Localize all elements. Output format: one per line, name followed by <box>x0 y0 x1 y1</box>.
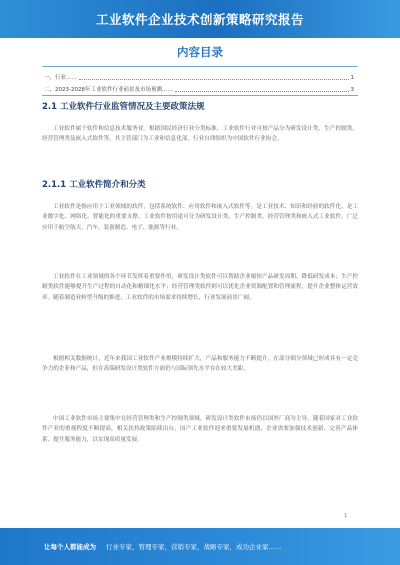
body-paragraph: 工业软件在工业领域的各个环节发挥着重要作用，研发设计类软件可以帮助企业缩短产品研发周期、降低研发成本；生产控制类软件能够提升生产过程的自动化和精细化水平；经营管理类软件则可以优化企业资源配置和管理流程，提升企业整体运营效率。随着制造业转型升级的推进，工业软件的市场需求持续增长，行业发展前景广阔。 <box>42 274 358 301</box>
footer-banner <box>0 528 400 565</box>
toc-item[interactable] <box>44 72 354 81</box>
toc-leader-dots <box>79 79 348 80</box>
section-heading-2-1: 2.1 工业软件行业监管情况及主要政策法规 <box>42 102 205 112</box>
toc-divider-bottom <box>42 95 358 96</box>
footer-slogan: 让每个人都能成为 <box>44 543 96 551</box>
page-number: 1 <box>344 513 348 519</box>
body-paragraph: 根据相关数据统计，近年来我国工业软件产业规模持续扩大，产品和服务能力不断提升，在部分细分领域已形成具有一定竞争力的企业和产品，但在高端研发设计类软件方面仍与国际领先水平存在较大差距。 <box>42 356 358 373</box>
toc-divider-top <box>42 66 358 67</box>
report-title: 工业软件企业技术创新策略研究报告 <box>95 12 304 27</box>
toc-item-label: 一、行业…… <box>44 75 78 81</box>
body-paragraph: 中国工业软件市场主要集中在经营管理类和生产控制类领域，研发设计类软件市场仍以国外厂商为主导。随着国家对工业软件产业的重视程度不断提高，相关扶持政策陆续出台，国产工业软件迎来重要发展机遇，企业需要加强技术创新、完善产品体系、提升服务能力，以实现高质量发展。 <box>42 416 358 443</box>
body-paragraph: 工业软件是指应用于工业领域的软件，包括系统软件、应用软件和嵌入式软件等，是工业技术、知识和经验的软件化，是工业数字化、网络化、智能化的重要支撑。工业软件按用途可分为研发设计类、生产控制类、经营管理类和嵌入式工业软件，广泛应用于航空航天、汽车、装备制造、电子、能源等行业。 <box>42 204 358 231</box>
toc-title: 内容目录 <box>177 45 223 59</box>
report-header-banner <box>0 0 400 38</box>
toc-item[interactable] <box>44 84 354 93</box>
toc-item-page: 1 <box>350 75 354 81</box>
toc-item-page: 3 <box>350 87 354 93</box>
footer-tags: 行业专家，管理专家，营销专家，战略专家，成功企业家…… <box>106 543 282 551</box>
section-heading-2-1-1: 2.1.1 工业软件简介和分类 <box>42 180 146 190</box>
toc-item-label: 二、2023-2028年工业软件行业前景及市场预测…… <box>44 87 173 93</box>
toc-leader-dots <box>175 91 349 92</box>
body-paragraph: 工业软件属于软件和信息技术服务业。根据国民经济行业分类标准，工业软件行业可按产品分为研发设计类、生产控制类、经营管理类及嵌入式软件等，其主管部门为工业和信息化部，行业自律组织为中国软件行业协会。 <box>42 126 358 143</box>
